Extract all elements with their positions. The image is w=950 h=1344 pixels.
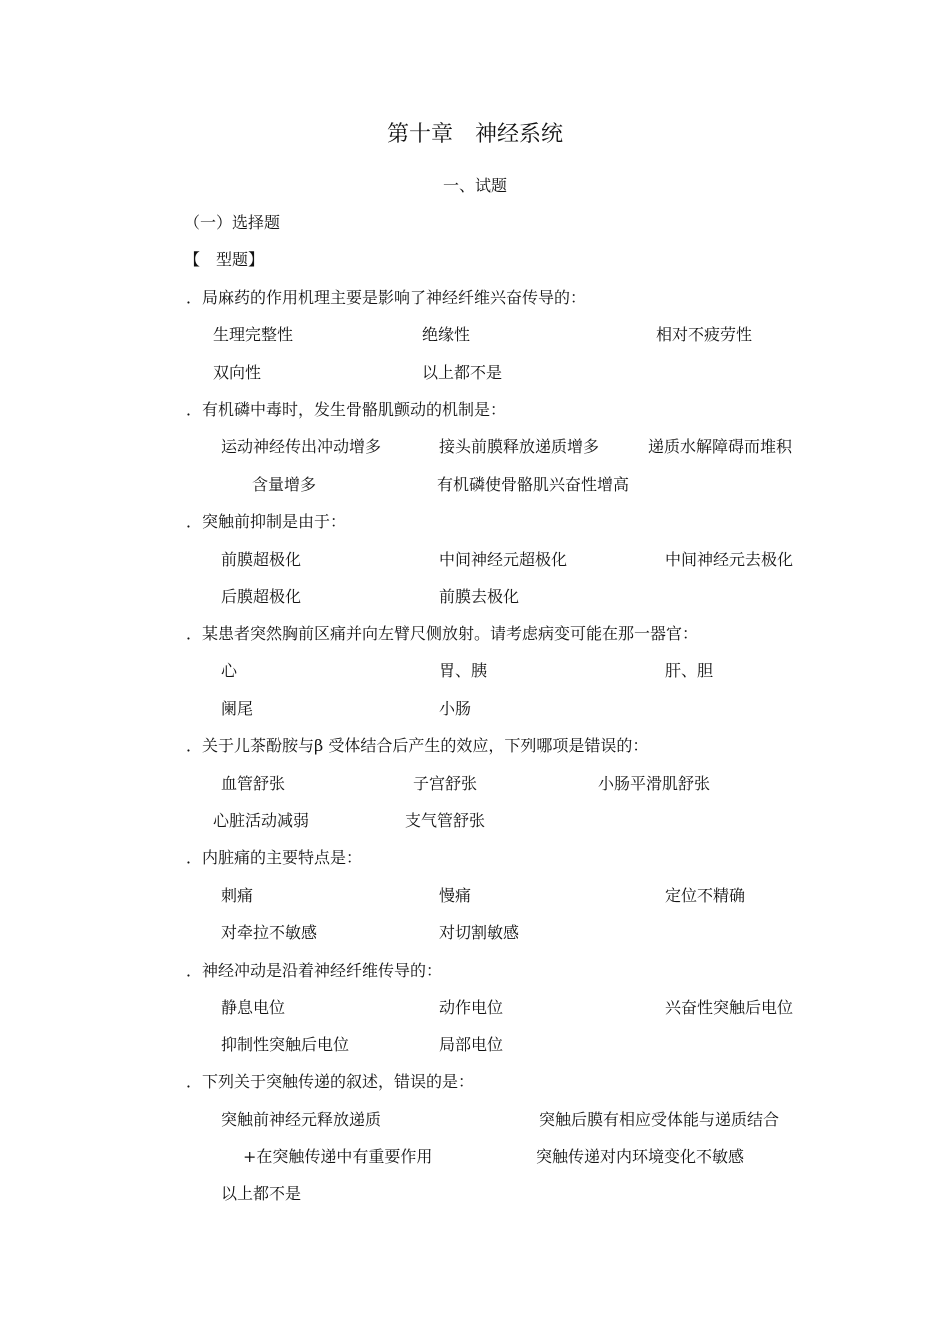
question-stem: ．关于儿茶酚胺与β 受体结合后产生的效应，下列哪项是错误的： xyxy=(186,736,649,755)
option-c: 小肠平滑肌舒张 xyxy=(598,774,711,793)
option-d: 抑制性突触后电位 xyxy=(221,1035,350,1054)
option-a: 刺痛 xyxy=(221,886,254,905)
option-a: 静息电位 xyxy=(221,998,286,1017)
question-stem: ．有机磷中毒时，发生骨骼肌颤动的机制是： xyxy=(186,400,507,419)
option-c: 递质水解障碍而堆积 xyxy=(648,437,793,456)
option-a: 血管舒张 xyxy=(221,774,286,793)
option-b: 胃、胰 xyxy=(439,661,488,680)
option-e: 前膜去极化 xyxy=(439,587,520,606)
option-b: 子宫舒张 xyxy=(413,774,478,793)
question-stem: ．神经冲动是沿着神经纤维传导的： xyxy=(186,961,443,980)
option-d: 双向性 xyxy=(213,363,262,382)
question-stem: ．下列关于突触传递的叙述，错误的是： xyxy=(186,1072,475,1091)
option-b: 慢痛 xyxy=(439,886,472,905)
option-b: 突触后膜有相应受体能与递质结合 xyxy=(539,1110,780,1129)
option-e: 以上都不是 xyxy=(221,1184,302,1203)
question-stem: ．内脏痛的主要特点是： xyxy=(186,848,363,867)
question-stem: ．突触前抑制是由于： xyxy=(186,512,347,531)
section-title: 一、试题 xyxy=(443,176,508,195)
option-e: 有机磷使骨骼肌兴奋性增高 xyxy=(437,475,630,494)
option-c: 中间神经元去极化 xyxy=(665,550,794,569)
option-a: 前膜超极化 xyxy=(221,550,302,569)
option-a: 生理完整性 xyxy=(213,325,294,344)
option-c: 定位不精确 xyxy=(665,886,746,905)
option-a: 运动神经传出冲动增多 xyxy=(221,437,382,456)
chapter-title: 第十章 神经系统 xyxy=(387,122,564,147)
option-d: 阑尾 xyxy=(221,699,254,718)
part-title: （一）选择题 xyxy=(184,213,281,232)
option-d: 心脏活动减弱 xyxy=(213,811,310,830)
option-d: 突触传递对内环境变化不敏感 xyxy=(536,1147,745,1166)
option-e: 小肠 xyxy=(439,699,472,718)
option-c: +在突触传递中有重要作用 xyxy=(243,1147,433,1166)
option-a: 心 xyxy=(221,661,238,680)
option-e: 以上都不是 xyxy=(422,363,503,382)
option-d: 后膜超极化 xyxy=(221,587,302,606)
question-type-label: 【 型题】 xyxy=(184,250,265,269)
option-b: 绝缘性 xyxy=(422,325,471,344)
option-b: 中间神经元超极化 xyxy=(439,550,568,569)
option-c: 肝、胆 xyxy=(665,661,714,680)
option-b: 动作电位 xyxy=(439,998,504,1017)
option-a: 突触前神经元释放递质 xyxy=(221,1110,382,1129)
option-e: 支气管舒张 xyxy=(405,811,486,830)
option-c: 相对不疲劳性 xyxy=(656,325,753,344)
option-c: 兴奋性突触后电位 xyxy=(665,998,794,1017)
option-d: 对牵拉不敏感 xyxy=(221,923,318,942)
option-b: 接头前膜释放递质增多 xyxy=(439,437,600,456)
question-stem: ．局麻药的作用机理主要是影响了神经纤维兴奋传导的： xyxy=(186,288,587,307)
question-stem: ．某患者突然胸前区痛并向左臂尺侧放射。请考虑病变可能在那一器官： xyxy=(186,624,699,643)
option-d: 含量增多 xyxy=(252,475,317,494)
option-e: 对切割敏感 xyxy=(439,923,520,942)
option-e: 局部电位 xyxy=(439,1035,504,1054)
